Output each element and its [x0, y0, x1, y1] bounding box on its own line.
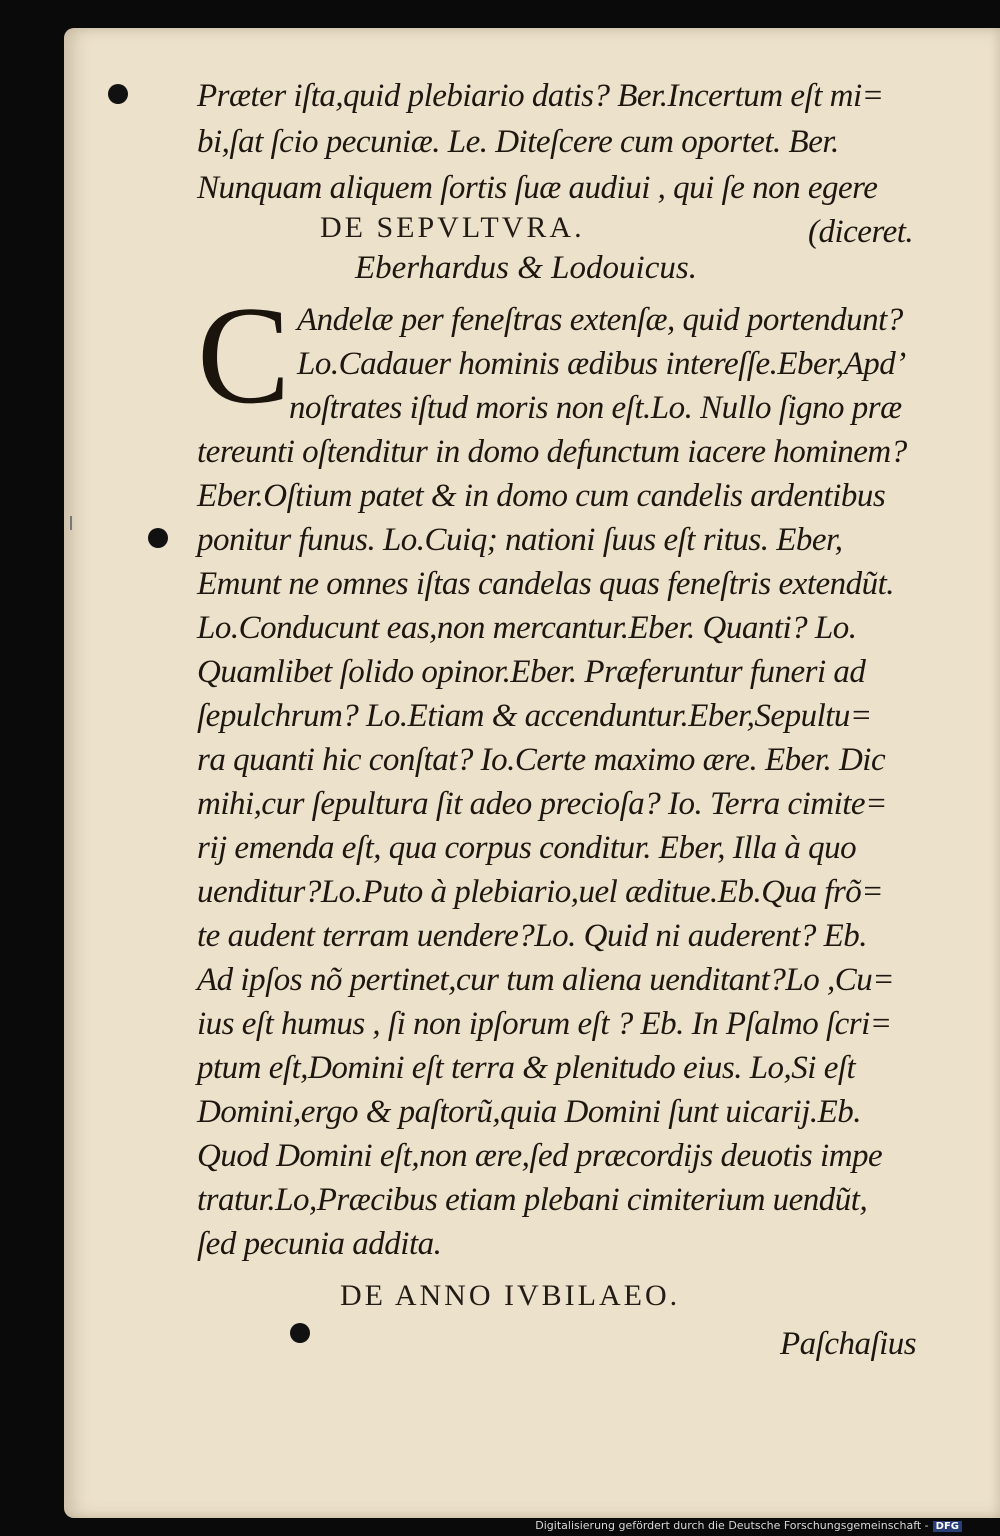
digitization-footer [535, 1519, 962, 1532]
text-line: ſed pecunia addita. [197, 1226, 442, 1262]
drop-capital: C [197, 278, 291, 433]
footer-text: Digitalisierung gefördert durch die Deutsche Forschungsgemeinschaft - [535, 1519, 929, 1532]
text-line: Eber.Oſtium patet & in domo cum candelis ardentibus [197, 478, 886, 514]
section-heading: DE ANNO IVBILAEO. [340, 1279, 681, 1312]
dfg-logo: DFG [933, 1521, 962, 1532]
text-line: Præter iſta,quid plebiario datis? Ber.Incertum eſt mi= [197, 78, 884, 114]
text-line: Ad ipſos nõ pertinet,cur tum aliena uenditant?Lo ,Cu= [197, 962, 894, 998]
text-line: Quod Domini eſt,non ære,ſed præcordijs deuotis impe [197, 1138, 883, 1174]
text-line: ptum eſt,Domini eſt terra & plenitudo eius. Lo,Si eſt [197, 1050, 856, 1086]
text-line: ponitur funus. Lo.Cuiq; nationi ſuus eſt ritus. Eber, [197, 522, 843, 558]
text-line: Nunquam aliquem ſortis ſuæ audiui , qui ſe non egere [197, 170, 878, 206]
text-line: mihi,cur ſepultura ſit adeo precioſa? Io. Terra cimite= [197, 786, 887, 822]
text-line: Domini,ergo & paſtorũ,quia Domini ſunt uicarij.Eb. [197, 1094, 862, 1130]
text-line: ſepulchrum? Lo.Etiam & accenduntur.Eber,Sepultu= [197, 698, 872, 734]
text-line: Lo.Cadauer hominis ædibus intereſſe.Eber,Apd’ [297, 346, 906, 382]
text-line: rij emenda eſt, qua corpus conditur. Eber, Illa à quo [197, 830, 857, 866]
margin-dot [290, 1323, 310, 1343]
text-line: ius eſt humus , ſi non ipſorum eſt ? Eb. In Pſalmo ſcri= [197, 1006, 892, 1042]
text-line: uenditur?Lo.Puto à plebiario,uel æditue.Eb.Qua frõ= [197, 874, 884, 910]
margin-dot [148, 528, 168, 548]
text-line: tratur.Lo,Præcibus etiam plebani cimiterium uendũt, [197, 1182, 868, 1218]
margin-dot [108, 84, 128, 104]
speaker-names: Eberhardus & Lodouicus. [355, 250, 697, 286]
text-line: Andelæ per feneſtras extenſæ, quid portendunt? [297, 302, 903, 338]
text-line: te audent terram uendere?Lo. Quid ni auderent? Eb. [197, 918, 868, 954]
text-line: bi,ſat ſcio pecuniæ. Le. Diteſcere cum oportet. Ber. [197, 124, 839, 160]
text-line: tereunti oſtenditur in domo defunctum iacere hominem? [197, 434, 907, 470]
text-line: ra quanti hic conſtat? Io.Certe maximo ære. Eber. Dic [197, 742, 886, 778]
section-heading: DE SEPVLTVRA. [320, 211, 585, 244]
text-line: Quamlibet ſolido opinor.Eber. Præferuntur funeri ad [197, 654, 866, 690]
catchword: Paſchaſius [780, 1326, 917, 1362]
text-line: Emunt ne omnes iſtas candelas quas feneſtris extendũt. [197, 566, 895, 602]
text-line: noſtrates iſtud moris non eſt.Lo. Nullo ſigno præ [289, 390, 902, 426]
text-line: (diceret. [808, 214, 914, 250]
text-line: Lo.Conducunt eas,non mercantur.Eber. Quanti? Lo. [197, 610, 857, 646]
margin-mark [70, 516, 72, 530]
